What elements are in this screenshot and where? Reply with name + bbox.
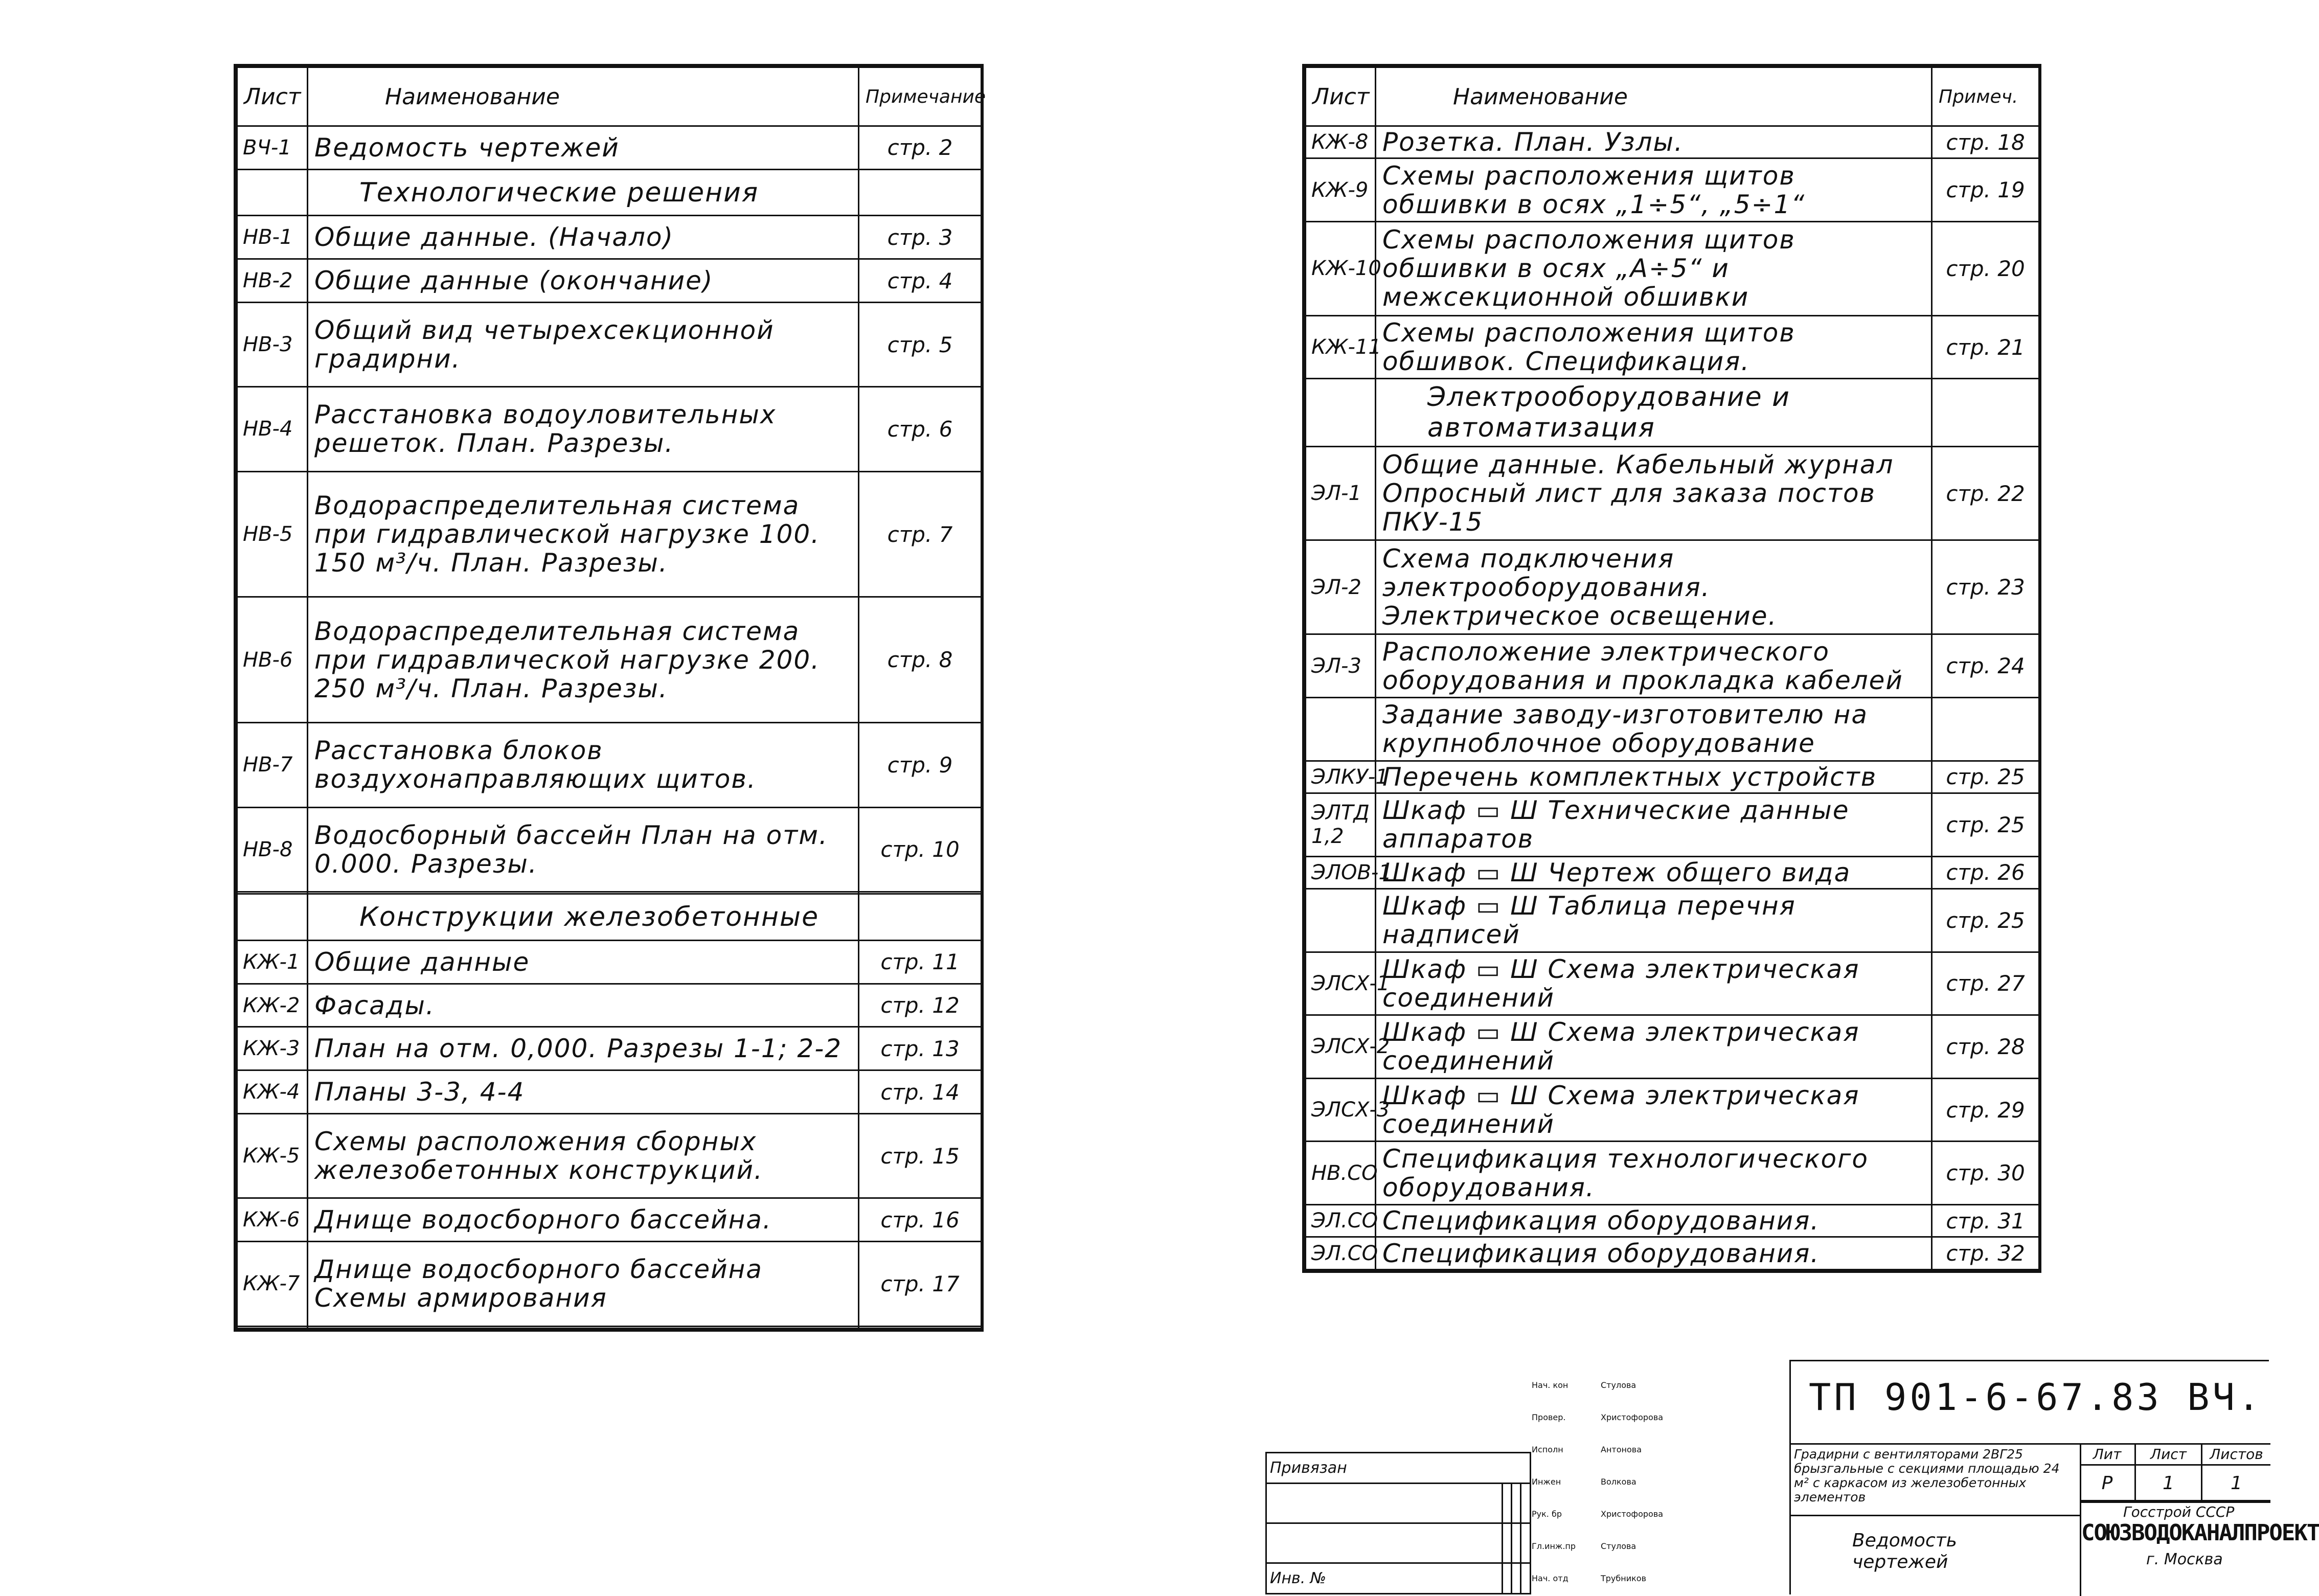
section-heading: Конструкции железобетонные	[308, 894, 859, 941]
header-sheet: Лист	[1306, 67, 1376, 126]
title-block	[1531, 1360, 2319, 1594]
role: Нач. кон	[1532, 1380, 1568, 1390]
date	[1746, 1562, 1789, 1594]
page-note: стр. 7	[859, 471, 982, 597]
header-row	[237, 67, 982, 126]
page-note: стр. 28	[1932, 1015, 2039, 1079]
sheet-number: ЭЛСХ-1	[1306, 952, 1376, 1015]
drawing-title: Перечень комплектных устройств	[1376, 761, 1932, 793]
sheet-number: ЭЛОВ-1	[1306, 856, 1376, 888]
drawing-title: Шкаф ▭ Ш Схема электрическая соединений	[1376, 1078, 1932, 1142]
table-row	[237, 303, 982, 387]
sheet-number: ЭЛКУ-1	[1306, 761, 1376, 793]
sheet-label: Лист	[2136, 1443, 2202, 1466]
sheet-number: ЭЛСХ-2	[1306, 1015, 1376, 1079]
table-row	[237, 940, 982, 984]
drawing-title: Спецификация оборудования.	[1376, 1205, 1932, 1237]
drawing-title: Фасады.	[308, 984, 859, 1027]
table-row	[1306, 634, 2039, 698]
drawing-title: Общие данные. Кабельный журнал Опросный лист для заказа постов ПКУ-15	[1376, 446, 1932, 540]
drawing-title: Водораспределительная система при гидравлической нагрузке 200. 250 м³/ч. План. Разрезы.	[308, 597, 859, 723]
signature	[1679, 1562, 1746, 1594]
project-description: Градирни с вентиляторами 2ВГ25 брызгальные с секциями площадью 24 м² с каркасом из железобетонных элементов	[1794, 1447, 2060, 1504]
right-register-sheet	[1302, 64, 2041, 1273]
drawing-title: Схемы расположения щитов обшивки в осях „А÷5“ и межсекционной обшивки	[1376, 222, 1932, 316]
page-note: стр. 24	[1932, 634, 2039, 698]
sheet-number: НВ-2	[237, 259, 308, 303]
sheet-number: НВ-5	[237, 471, 308, 597]
role: Гл.инж.пр	[1532, 1541, 1576, 1551]
city: г. Москва	[2146, 1551, 2223, 1568]
signature-row	[1531, 1369, 1789, 1401]
role: Исполн	[1532, 1445, 1563, 1454]
page-note: стр. 18	[1932, 126, 2039, 158]
signature-row	[1531, 1466, 1789, 1498]
header-sheet: Лист	[237, 67, 308, 126]
table-row	[237, 894, 982, 941]
organization-name: СОЮЗВОДОКАНАЛПРОЕКТ	[2081, 1520, 2319, 1546]
sheet-number	[1306, 888, 1376, 952]
date	[1746, 1530, 1789, 1562]
header-name: Наименование	[1376, 67, 1932, 126]
left-register-table	[236, 66, 986, 1329]
sheet-number: ЭЛ-1	[1306, 446, 1376, 540]
sheet-number: КЖ-2	[237, 984, 308, 1027]
person-name: Антонова	[1601, 1445, 1642, 1454]
table-row	[237, 984, 982, 1027]
signature	[1679, 1466, 1746, 1498]
person-name: Волкова	[1601, 1477, 1636, 1487]
binding-block	[1265, 1452, 1531, 1594]
signature	[1679, 1498, 1746, 1530]
drawing-title: Расположение электрического оборудования и прокладка кабелей	[1376, 634, 1932, 698]
page-note: стр. 31	[1932, 1205, 2039, 1237]
date	[1746, 1466, 1789, 1498]
date	[1746, 1369, 1789, 1401]
page-note: стр. 2	[859, 126, 982, 170]
document-code: ТП 901-6-67.83 ВЧ.	[1809, 1376, 2263, 1419]
page-note	[859, 169, 982, 216]
sheets-value: 1	[2202, 1466, 2270, 1501]
page-note: стр. 19	[1932, 158, 2039, 222]
sheet-number	[237, 894, 308, 941]
sheet-number: КЖ-11	[1306, 315, 1376, 379]
drawing-title: План на отм. 0,000. Разрезы 1-1; 2-2	[308, 1027, 859, 1070]
page-note: стр. 8	[859, 597, 982, 723]
drawing-title: Розетка. План. Узлы.	[1376, 126, 1932, 158]
table-row	[1306, 1142, 2039, 1205]
left-register-sheet	[234, 64, 984, 1332]
table-row	[237, 597, 982, 723]
drawing-title: Шкаф ▭ Ш Таблица перечня надписей	[1376, 888, 1932, 952]
person-name: Христофорова	[1601, 1412, 1664, 1422]
table-row	[237, 471, 982, 597]
stage-value: Р	[2080, 1466, 2136, 1501]
page-note: стр. 10	[859, 807, 982, 892]
table-row	[1306, 1205, 2039, 1237]
drawing-title: Общие данные	[308, 940, 859, 984]
table-row	[237, 169, 982, 216]
sheet-number: КЖ-9	[1306, 158, 1376, 222]
table-row	[1306, 697, 2039, 761]
page-note	[1932, 379, 2039, 446]
drawing-title: Днище водосборного бассейна Схемы армирования	[308, 1242, 859, 1326]
sheet-number	[1306, 379, 1376, 446]
drawing-title: Задание заводу-изготовителю на крупноблочное оборудование	[1376, 697, 1932, 761]
drawing-title: Спецификация оборудования.	[1376, 1237, 1932, 1270]
page-note: стр. 3	[859, 216, 982, 259]
page-note: стр. 12	[859, 984, 982, 1027]
date	[1746, 1433, 1789, 1466]
sheet-number: КЖ-1	[237, 940, 308, 984]
sheet-title: Ведомость чертежей	[1852, 1530, 1957, 1572]
table-row	[1306, 793, 2039, 856]
drawing-title: Расстановка блоков воздухонаправляющих щитов.	[308, 723, 859, 807]
sheet-number: КЖ-3	[237, 1027, 308, 1070]
sheet-number: НВ-1	[237, 216, 308, 259]
table-row	[1306, 856, 2039, 888]
table-row	[237, 723, 982, 807]
page-note: стр. 20	[1932, 222, 2039, 316]
drawing-title: Общие данные (окончание)	[308, 259, 859, 303]
table-row	[1306, 888, 2039, 952]
page-note: стр. 13	[859, 1027, 982, 1070]
page-note: стр. 14	[859, 1070, 982, 1114]
table-row	[1306, 158, 2039, 222]
signature	[1679, 1369, 1746, 1401]
drawing-title	[308, 1326, 859, 1328]
table-row	[237, 1326, 982, 1328]
inv-label: Инв. №	[1266, 1563, 1503, 1594]
drawing-title: Схема подключения электрооборудования. Электрическое освещение.	[1376, 540, 1932, 634]
table-row	[1306, 315, 2039, 379]
page-note: стр. 25	[1932, 888, 2039, 952]
date	[1746, 1498, 1789, 1530]
signature	[1679, 1530, 1746, 1562]
date	[1746, 1401, 1789, 1433]
sheet-value: 1	[2136, 1466, 2202, 1501]
signature	[1679, 1433, 1746, 1466]
page-note: стр. 26	[1932, 856, 2039, 888]
header-note: Примечание	[859, 67, 982, 126]
role: Нач. отд	[1532, 1574, 1568, 1583]
drawing-title: Шкаф ▭ Ш Чертеж общего вида	[1376, 856, 1932, 888]
table-row	[237, 216, 982, 259]
drawing-title: Планы 3-3, 4-4	[308, 1070, 859, 1114]
page-note: стр. 5	[859, 303, 982, 387]
sheet-number: НВ-4	[237, 387, 308, 471]
page-note: стр. 29	[1932, 1078, 2039, 1142]
sheet-number	[237, 169, 308, 216]
drawing-title: Шкаф ▭ Ш Схема электрическая соединений	[1376, 952, 1932, 1015]
sheet-number: ЭЛ-3	[1306, 634, 1376, 698]
page-note: стр. 25	[1932, 761, 2039, 793]
page-note: стр. 15	[859, 1114, 982, 1198]
sheet-number: ЭЛТД 1,2	[1306, 793, 1376, 856]
org-top: Госстрой СССР	[2123, 1503, 2235, 1520]
role: Инжен	[1532, 1477, 1561, 1487]
right-register-table	[1305, 66, 2040, 1270]
drawing-title: Общие данные. (Начало)	[308, 216, 859, 259]
sheet-number	[1306, 697, 1376, 761]
sheets-label: Листов	[2202, 1443, 2270, 1466]
header-row	[1306, 67, 2039, 126]
sheet-number: ЭЛСХ-3	[1306, 1078, 1376, 1142]
table-row	[237, 387, 982, 471]
table-row	[1306, 222, 2039, 316]
table-row	[237, 259, 982, 303]
sheet-number: НВ-7	[237, 723, 308, 807]
page-note: стр. 21	[1932, 315, 2039, 379]
section-heading: Электрооборудование и автоматизация	[1376, 379, 1932, 446]
person-name: Стулова	[1601, 1541, 1636, 1551]
signature-row	[1531, 1530, 1789, 1562]
sheet-number: КЖ-4	[237, 1070, 308, 1114]
table-row	[237, 1070, 982, 1114]
signature-row	[1531, 1498, 1789, 1530]
sheet-number: ЭЛ.СО	[1306, 1237, 1376, 1270]
table-row	[237, 1242, 982, 1326]
person-name: Стулова	[1601, 1380, 1636, 1390]
table-row	[1306, 761, 2039, 793]
page-note: стр. 22	[1932, 446, 2039, 540]
page-note	[1932, 697, 2039, 761]
person-name: Христофорова	[1601, 1509, 1664, 1519]
sheet-number: ЭЛ-2	[1306, 540, 1376, 634]
page-note: стр. 9	[859, 723, 982, 807]
binding-label: Привязан	[1266, 1453, 1531, 1484]
sheet-number: НВ-6	[237, 597, 308, 723]
sheet-number: ЭЛ.СО	[1306, 1205, 1376, 1237]
page-note: стр. 30	[1932, 1142, 2039, 1205]
sheet-number	[237, 1326, 308, 1328]
page-note: стр. 17	[859, 1242, 982, 1326]
drawing-title: Схемы расположения сборных железобетонных конструкций.	[308, 1114, 859, 1198]
page-note: стр. 11	[859, 940, 982, 984]
table-row	[237, 1198, 982, 1242]
drawing-title: Схемы расположения щитов обшивки в осях „1÷5“, „5÷1“	[1376, 158, 1932, 222]
signature-row	[1531, 1562, 1789, 1594]
drawing-title: Ведомость чертежей	[308, 126, 859, 170]
section-heading: Технологические решения	[308, 169, 859, 216]
sheet-number: КЖ-6	[237, 1198, 308, 1242]
drawing-title: Общий вид четырехсекционной градирни.	[308, 303, 859, 387]
drawing-title: Днище водосборного бассейна.	[308, 1198, 859, 1242]
sheet-number: КЖ-7	[237, 1242, 308, 1326]
table-row	[237, 1114, 982, 1198]
page-note: стр. 16	[859, 1198, 982, 1242]
header-note: Примеч.	[1932, 67, 2039, 126]
sheet-number: НВ-8	[237, 807, 308, 892]
table-row	[1306, 540, 2039, 634]
table-row	[1306, 379, 2039, 446]
drawing-title: Водосборный бассейн План на отм. 0.000. Разрезы.	[308, 807, 859, 892]
sheet-number: НВ.СО	[1306, 1142, 1376, 1205]
sheet-number: КЖ-5	[237, 1114, 308, 1198]
page-note	[859, 1326, 982, 1328]
page-note: стр. 25	[1932, 793, 2039, 856]
page-note: стр. 4	[859, 259, 982, 303]
role: Рук. бр	[1532, 1509, 1562, 1519]
table-row	[237, 1027, 982, 1070]
sheet-number: ВЧ-1	[237, 126, 308, 170]
sheet-number: КЖ-8	[1306, 126, 1376, 158]
signatures-table	[1531, 1360, 1789, 1594]
drawing-title: Спецификация технологического оборудования.	[1376, 1142, 1932, 1205]
table-row	[1306, 446, 2039, 540]
header-name: Наименование	[308, 67, 859, 126]
table-row	[1306, 1237, 2039, 1270]
page-note: стр. 6	[859, 387, 982, 471]
stage-label: Лит	[2080, 1443, 2136, 1466]
drawing-title: Шкаф ▭ Ш Технические данные аппаратов	[1376, 793, 1932, 856]
signature-row	[1531, 1433, 1789, 1466]
table-row	[1306, 1078, 2039, 1142]
signature	[1679, 1401, 1746, 1433]
signature-row	[1531, 1401, 1789, 1433]
table-row	[1306, 952, 2039, 1015]
role: Провер.	[1532, 1412, 1566, 1422]
table-row	[1306, 126, 2039, 158]
drawing-title: Водораспределительная система при гидравлической нагрузке 100. 150 м³/ч. План. Разрезы.	[308, 471, 859, 597]
page-note: стр. 32	[1932, 1237, 2039, 1270]
table-row	[237, 807, 982, 892]
sheet-number: КЖ-10	[1306, 222, 1376, 316]
drawing-title: Схемы расположения щитов обшивок. Спецификация.	[1376, 315, 1932, 379]
table-row	[1306, 1015, 2039, 1079]
page-note: стр. 27	[1932, 952, 2039, 1015]
person-name: Трубников	[1601, 1574, 1647, 1583]
sheet-number: НВ-3	[237, 303, 308, 387]
page-note	[859, 894, 982, 941]
drawing-title: Расстановка водоуловительных решеток. План. Разрезы.	[308, 387, 859, 471]
page-note: стр. 23	[1932, 540, 2039, 634]
drawing-title: Шкаф ▭ Ш Схема электрическая соединений	[1376, 1015, 1932, 1079]
table-row	[237, 126, 982, 170]
